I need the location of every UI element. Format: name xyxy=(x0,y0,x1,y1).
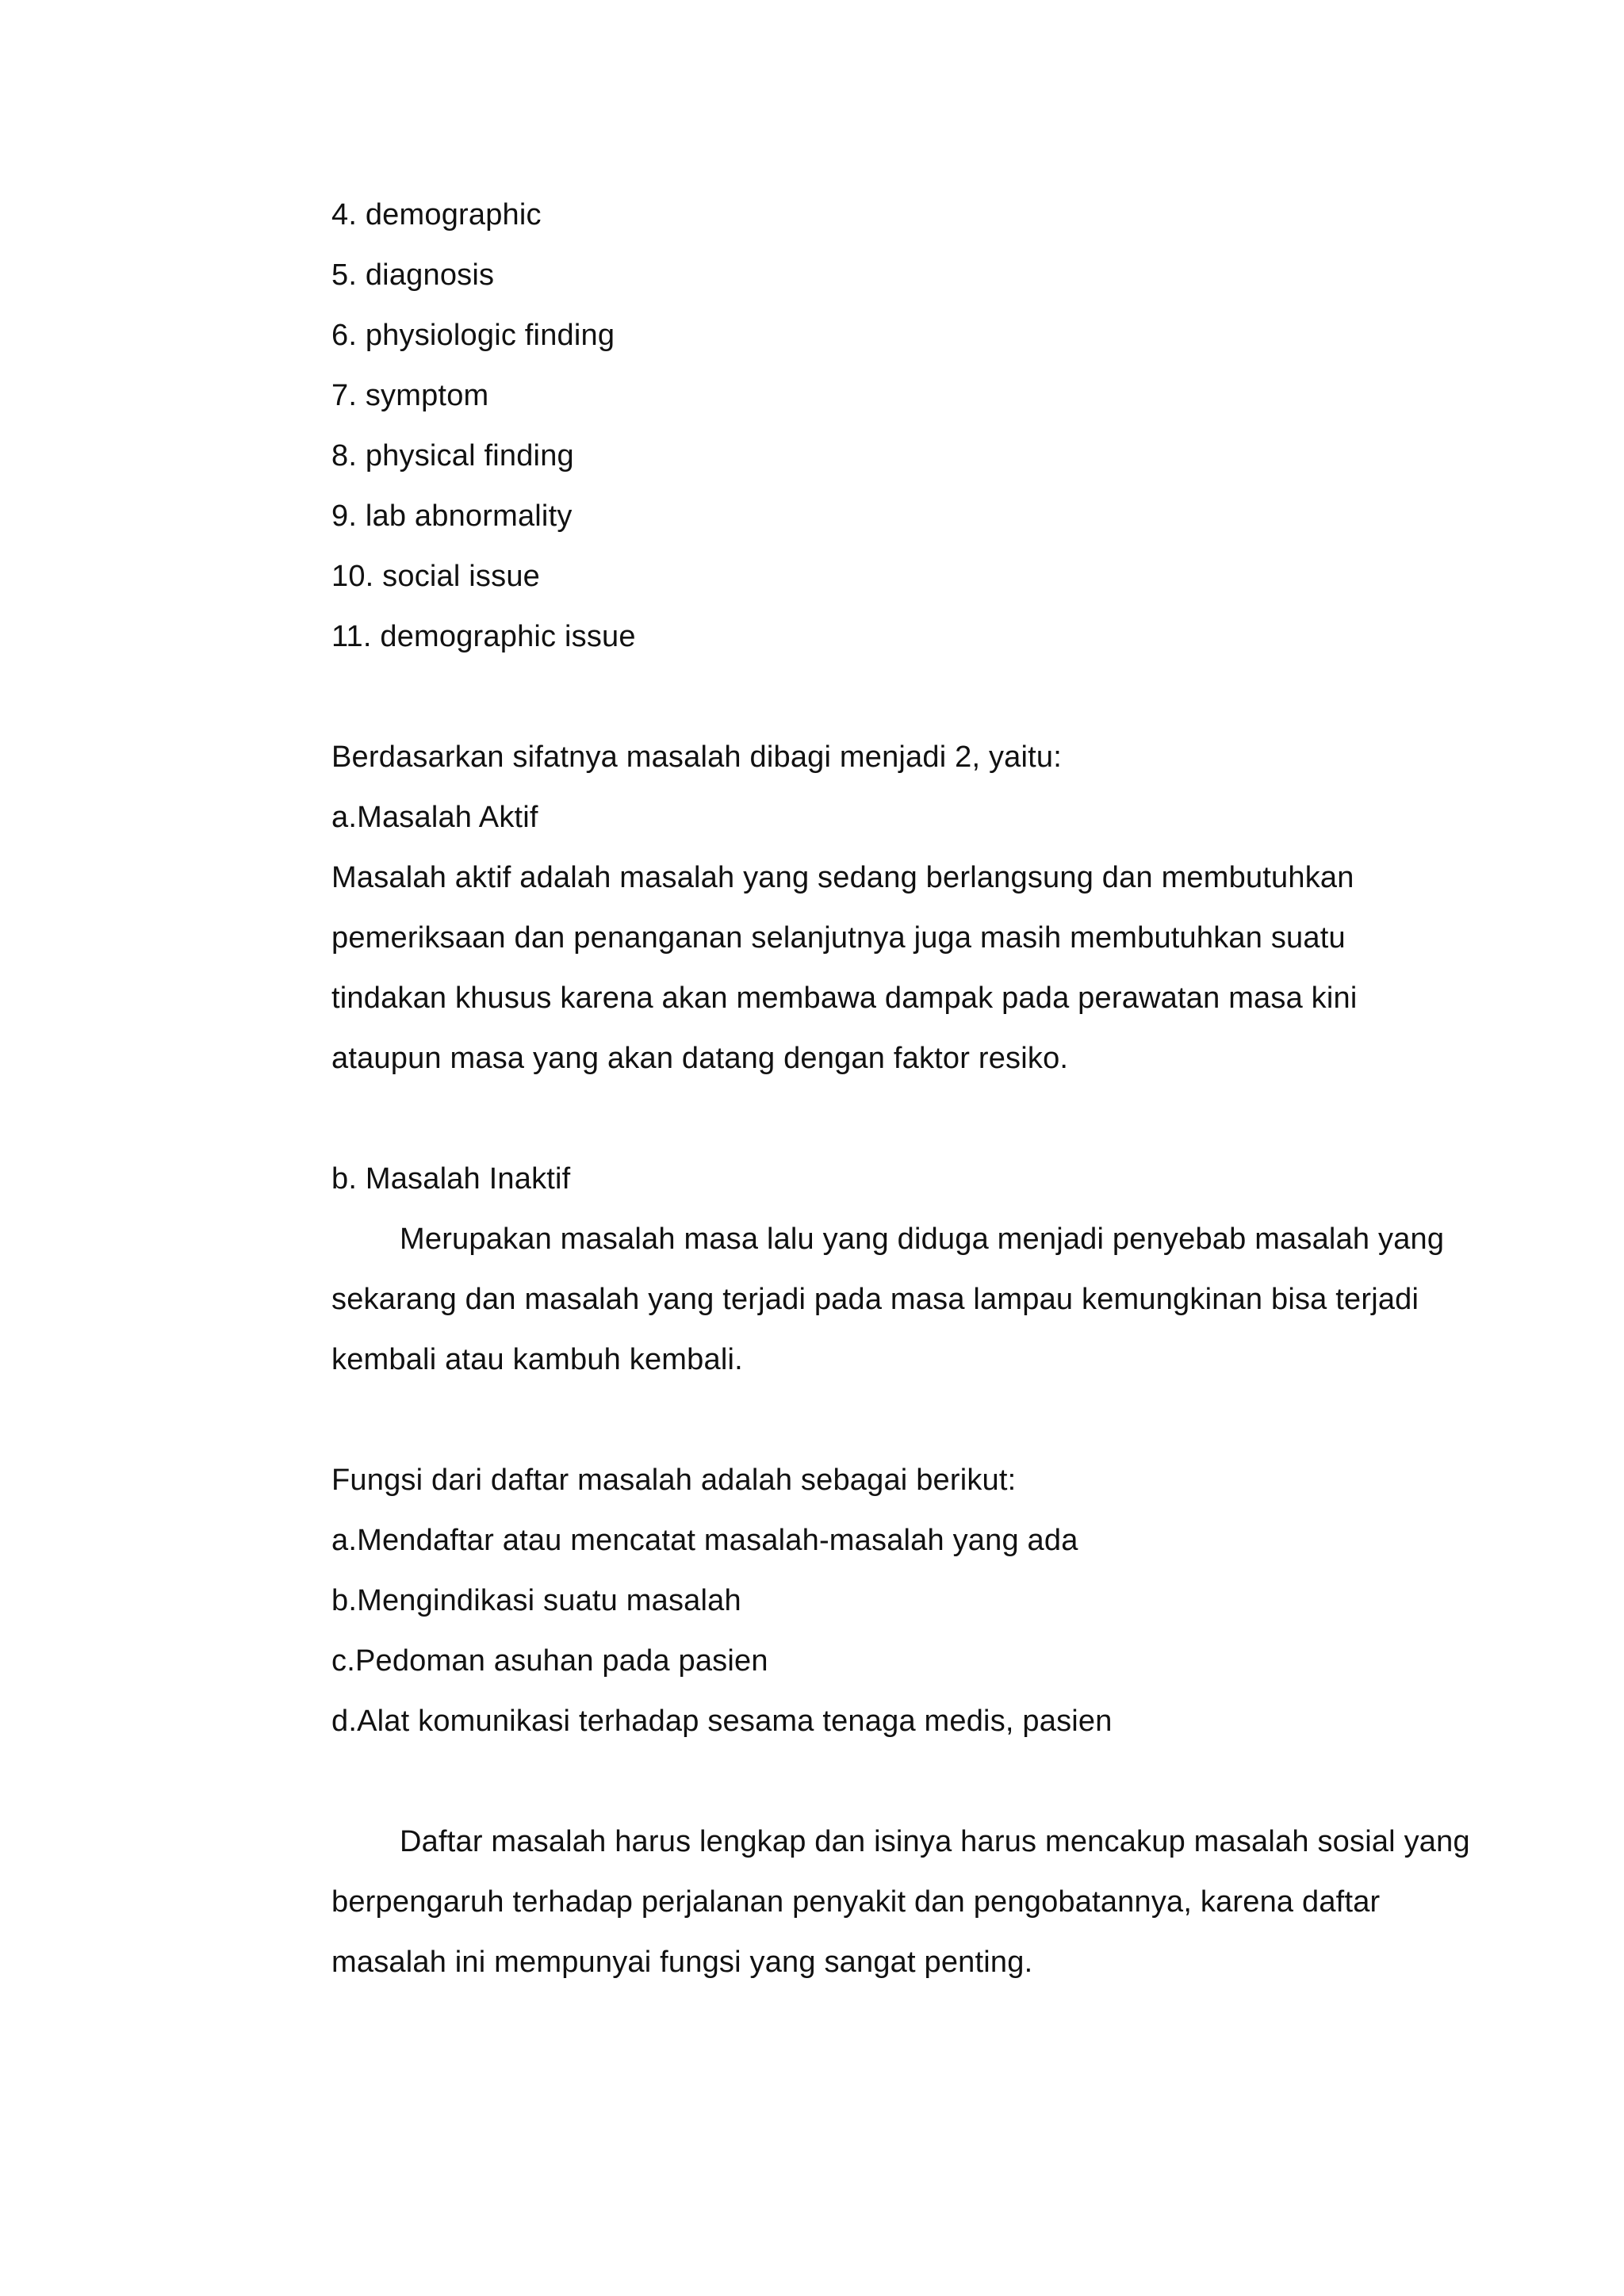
list-item: b.Mengindikasi suatu masalah xyxy=(331,1584,741,1617)
paragraph-line: Masalah aktif adalah masalah yang sedang berlangsung dan membutuhkan xyxy=(331,861,1354,894)
list-item: 11. demographic issue xyxy=(331,620,636,653)
list-item: 6. physiologic finding xyxy=(331,319,615,352)
list-item: 5. diagnosis xyxy=(331,258,495,292)
section-intro: Berdasarkan sifatnya masalah dibagi menjadi 2, yaitu: xyxy=(331,740,1063,774)
closing-paragraph xyxy=(331,1817,1470,1998)
paragraph-line: ataupun masa yang akan datang dengan faktor resiko. xyxy=(331,1042,1069,1075)
list-item: a.Mendaftar atau mencatat masalah-masalah yang ada xyxy=(331,1524,1078,1557)
section-functions xyxy=(331,1456,1442,1757)
subsection-heading-active: a.Masalah Aktif xyxy=(331,801,538,834)
list-item: 10. social issue xyxy=(331,560,541,593)
problem-type-list xyxy=(331,190,1442,672)
paragraph-line: sekarang dan masalah yang terjadi pada masa lampau kemungkinan bisa terjadi xyxy=(331,1283,1419,1316)
list-item: 8. physical finding xyxy=(331,439,574,473)
list-item: 7. symptom xyxy=(331,379,489,412)
paragraph-line: tindakan khusus karena akan membawa dampak pada perawatan masa kini xyxy=(331,982,1358,1015)
list-item: d.Alat komunikasi terhadap sesama tenaga medis, pasien xyxy=(331,1705,1113,1738)
paragraph-line: pemeriksaan dan penanganan selanjutnya juga masih membutuhkan suatu xyxy=(331,921,1346,955)
list-item: 9. lab abnormality xyxy=(331,499,573,533)
paragraph-gap xyxy=(331,672,1442,733)
list-item: 4. demographic xyxy=(331,198,542,232)
active-problem-paragraph xyxy=(331,853,1442,1094)
paragraph-line: Daftar masalah harus lengkap dan isinya harus mencakup masalah sosial yang xyxy=(400,1825,1470,1858)
section-intro: Fungsi dari daftar masalah adalah sebagai berikut: xyxy=(331,1464,1017,1497)
list-item: c.Pedoman asuhan pada pasien xyxy=(331,1644,768,1678)
paragraph-line: kembali atau kambuh kembali. xyxy=(331,1343,743,1376)
paragraph-gap xyxy=(331,1395,1442,1456)
paragraph-line: berpengaruh terhadap perjalanan penyakit dan pengobatannya, karena daftar xyxy=(331,1885,1381,1919)
subsection-heading-inactive: b. Masalah Inaktif xyxy=(331,1162,571,1196)
paragraph-line: masalah ini mempunyai fungsi yang sangat penting. xyxy=(331,1946,1033,1979)
section-by-nature xyxy=(331,733,1445,1395)
paragraph-gap xyxy=(331,1094,1442,1154)
page-content xyxy=(331,190,1470,1998)
paragraph-gap xyxy=(331,1757,1442,1817)
paragraph-line: Merupakan masalah masa lalu yang diduga menjadi penyebab masalah yang xyxy=(400,1223,1445,1256)
inactive-problem-paragraph xyxy=(331,1215,1445,1395)
